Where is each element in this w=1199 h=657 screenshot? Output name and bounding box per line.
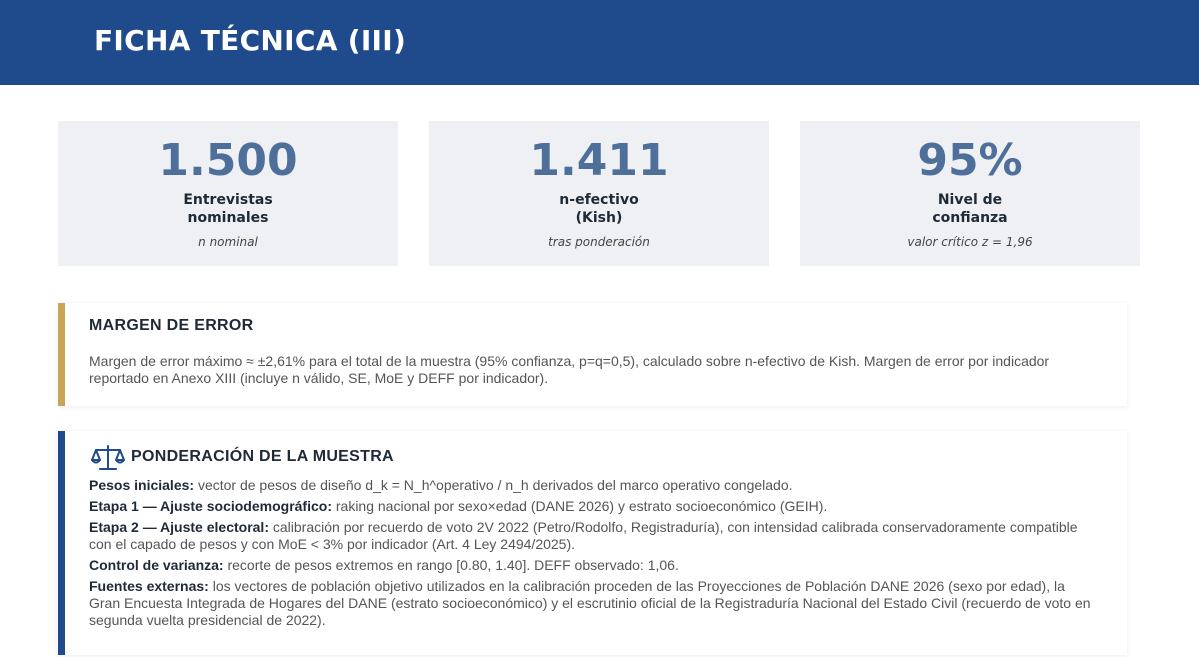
stat-label-line: (Kish) [575, 210, 623, 226]
item-label: Etapa 2 — Ajuste electoral: [89, 519, 269, 535]
weighting-item [89, 477, 1099, 494]
item-text: calibración por recuerdo de voto 2V 2022 (Petro/Rodolfo, Registraduría), con intensidad calibrada conservadoramente compatible con el capado de pesos y con MoE < 3% por indicador (Art. 4 Ley 2494/2025). [89, 519, 1078, 552]
item-label: Etapa 1 — Ajuste sociodemográfico: [89, 498, 332, 514]
stat-sublabel: valor crítico z = 1,96 [907, 235, 1033, 249]
item-label: Control de varianza: [89, 557, 224, 573]
margin-of-error-section [58, 303, 1127, 406]
weighting-item [89, 519, 1099, 553]
header-bar [0, 0, 1199, 85]
item-text: vector de pesos de diseño d_k = N_h^operativo / n_h derivados del marco operativo congelado. [194, 477, 793, 493]
stat-label-line: Entrevistas [183, 192, 273, 208]
stat-label [429, 191, 769, 227]
item-text: los vectores de población objetivo utilizados en la calibración proceden de las Proyecciones de Población DANE 2026 (sexo por edad), la Gran Encuesta Integrada de Hogares del DANE (estrato socioeconómico) y el escrutinio oficial de la Registraduría Nacional del Estado Civil (recuerdo de voto en segunda vuelta presidencial de 2022). [89, 578, 1091, 628]
section-title: PONDERACIÓN DE LA MUESTRA [131, 448, 394, 465]
stat-sublabel: n nominal [198, 235, 258, 249]
weighting-item [89, 578, 1099, 629]
stat-card-effective-n [429, 121, 769, 266]
stat-label-line: Nivel de [937, 192, 1003, 208]
stat-value: 95% [917, 135, 1023, 186]
stat-label-line: n-efectivo [559, 192, 639, 208]
weighting-item [89, 498, 1099, 515]
item-text: recorte de pesos extremos en rango [0.80, 1.40]. DEFF observado: 1,06. [223, 557, 679, 573]
section-title: MARGEN DE ERROR [89, 317, 254, 334]
stat-label-line: nominales [187, 210, 269, 226]
stat-value: 1.411 [529, 135, 669, 186]
stat-label [800, 191, 1140, 227]
stat-label-line: confianza [932, 210, 1008, 226]
balance-scale-icon [91, 444, 125, 472]
item-label: Fuentes externas: [89, 578, 209, 594]
item-text: raking nacional por sexo×edad (DANE 2026) y estrato socioeconómico (GEIH). [331, 498, 828, 514]
stat-sublabel: tras ponderación [548, 235, 650, 249]
weighting-item [89, 557, 1099, 574]
stat-card-interviews [58, 121, 398, 266]
section-text: Margen de error máximo ≈ ±2,61% para el total de la muestra (95% confianza, p=q=0,5), calculado sobre n-efectivo de Kish. Margen de error por indicador reportado en Anexo XIII (incluye n válido, SE, MoE y DEFF por indicador). [89, 353, 1050, 386]
stat-value: 1.500 [158, 135, 298, 186]
item-label: Pesos iniciales: [89, 477, 195, 493]
weighting-section [58, 431, 1127, 655]
weighting-list [89, 477, 1099, 633]
stat-card-confidence [800, 121, 1140, 266]
page-title: FICHA TÉCNICA (III) [94, 24, 407, 57]
stat-label [58, 191, 398, 227]
